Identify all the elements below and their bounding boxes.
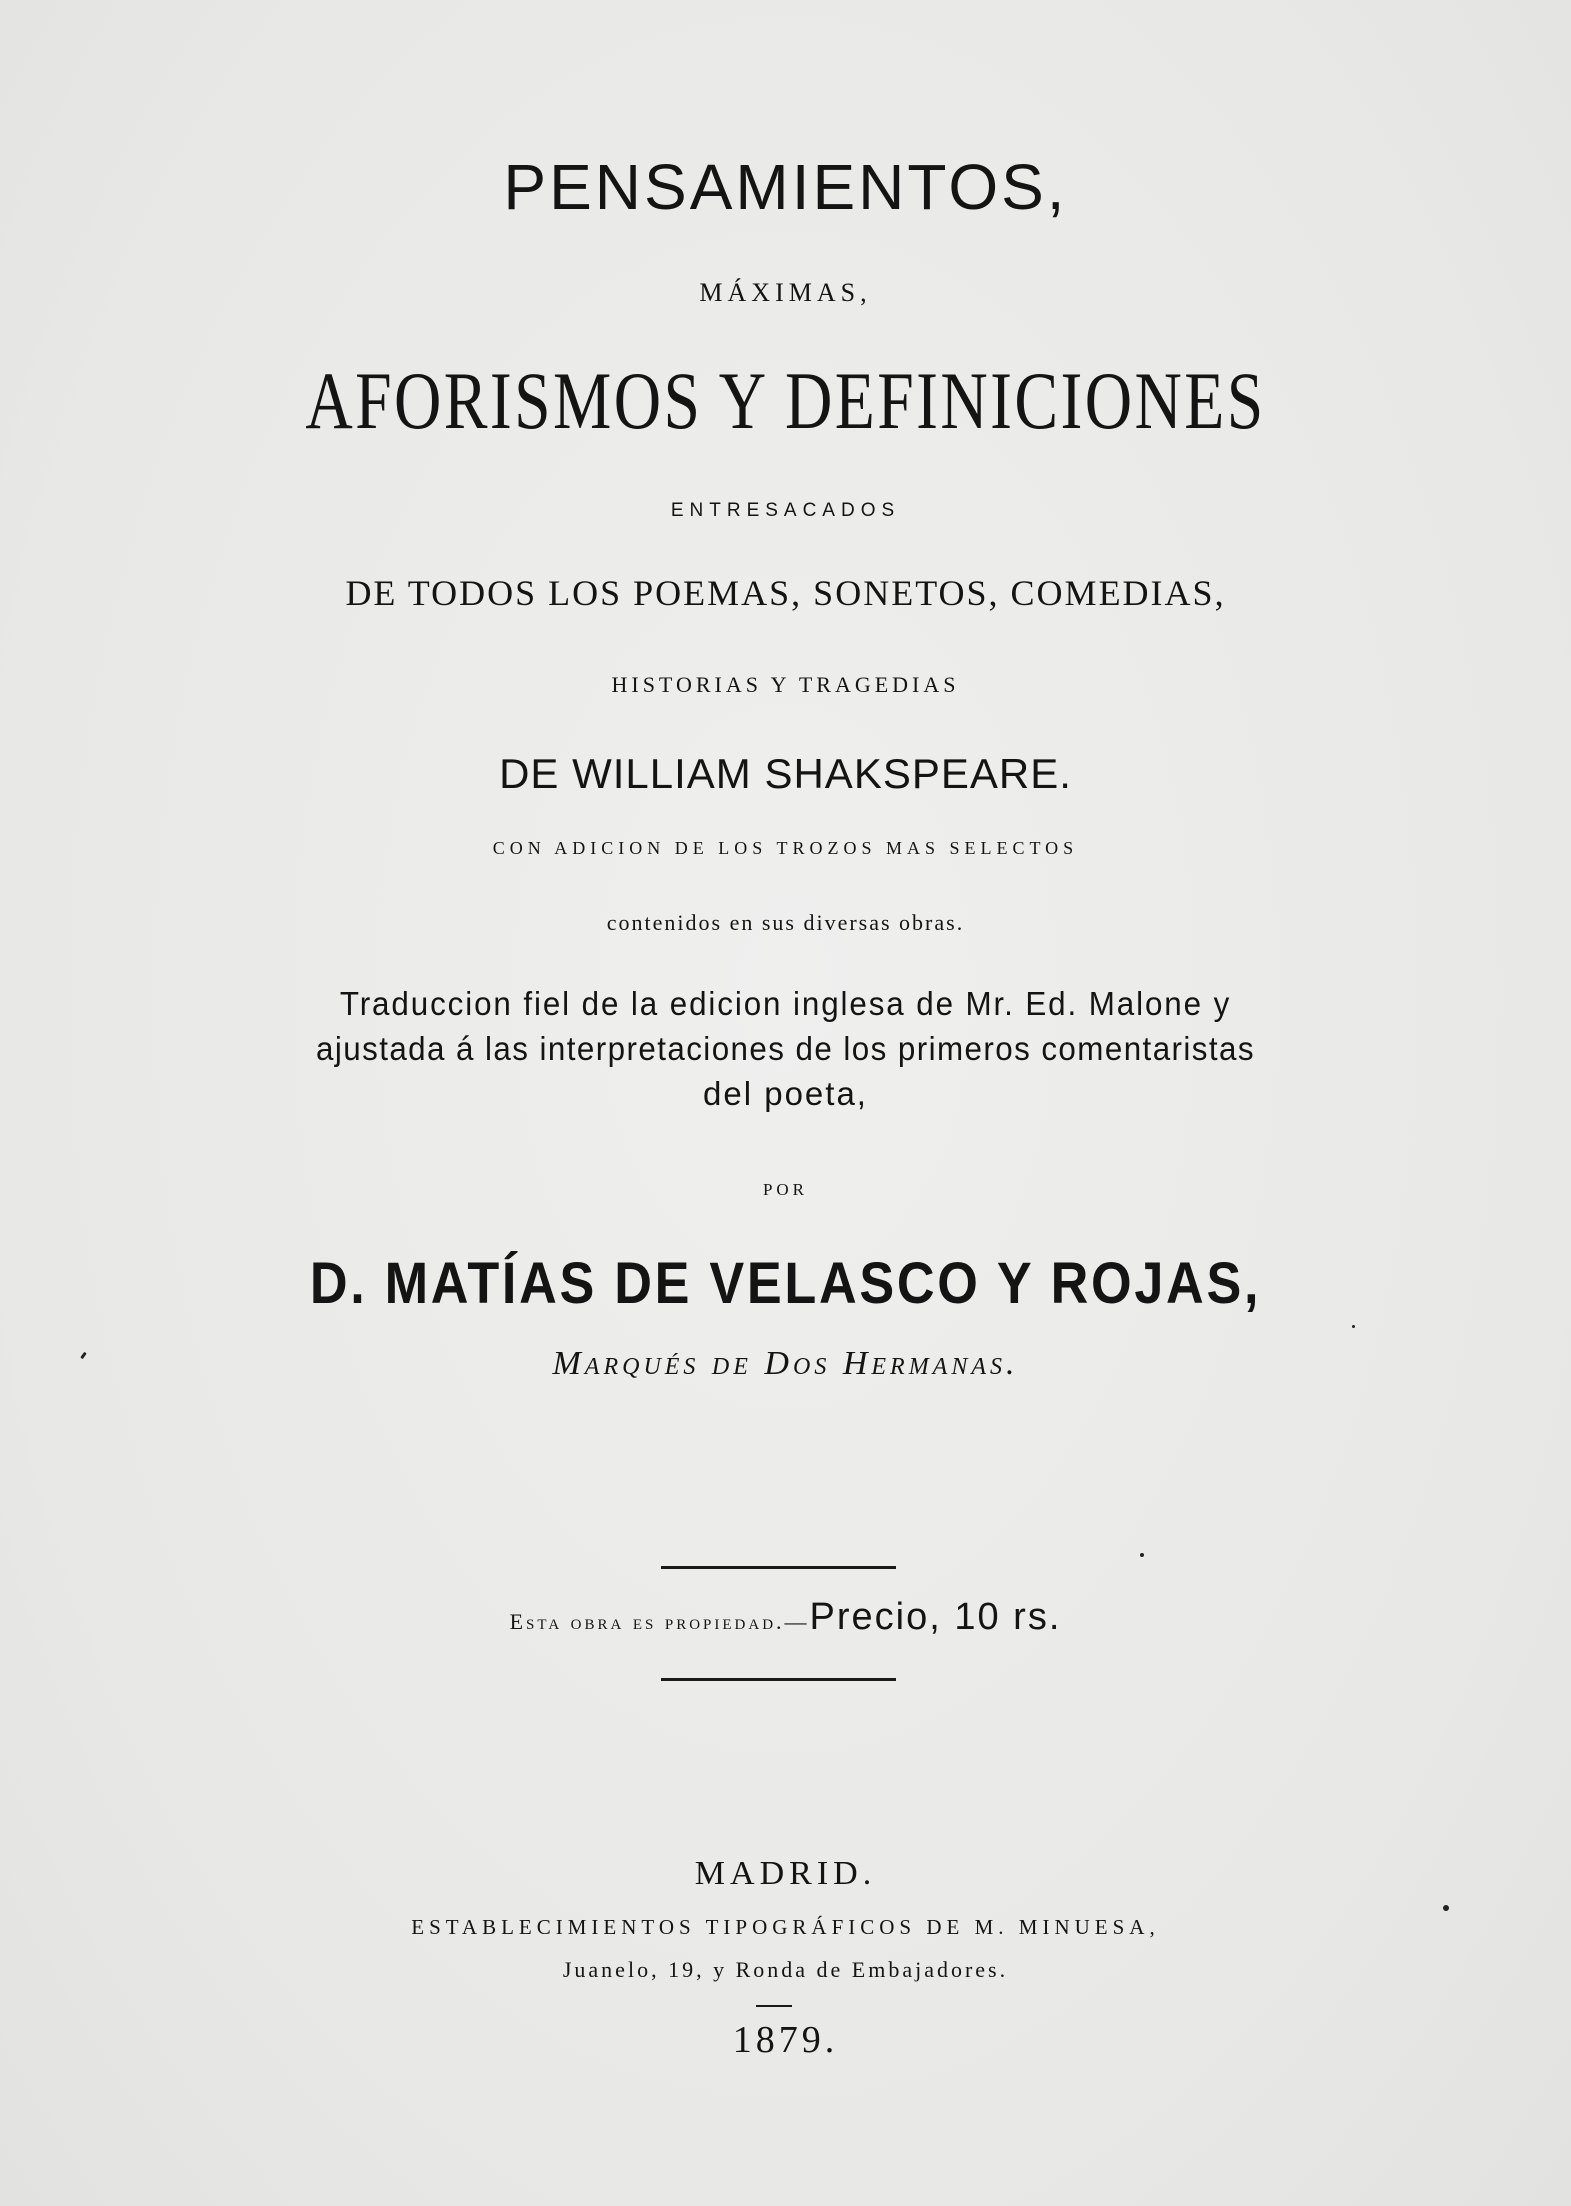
imprint-printer: ESTABLECIMIENTOS TIPOGRÁFICOS DE M. MINUESA, bbox=[411, 1915, 1160, 1939]
subtitle-aforismos: AFORISMOS Y DEFINICIONES bbox=[305, 355, 1266, 446]
book-title: PENSAMIENTOS, bbox=[503, 151, 1068, 223]
price-line bbox=[0, 1596, 1571, 1639]
divider-top bbox=[661, 1566, 896, 1569]
imprint-year: 1879. bbox=[732, 2019, 839, 2061]
subtitle-maximas: MÁXIMAS, bbox=[699, 278, 872, 307]
imprint-city: MADRID. bbox=[694, 1855, 877, 1892]
print-speck bbox=[1140, 1553, 1144, 1557]
print-speck bbox=[1352, 1325, 1355, 1328]
by-label: POR bbox=[762, 1180, 809, 1199]
translation-line-3: del poeta, bbox=[703, 1075, 868, 1112]
subtitle-shakspeare: DE WILLIAM SHAKSPEARE. bbox=[499, 750, 1072, 797]
subtitle-entresacados: ENTRESACADOS bbox=[670, 500, 901, 521]
translation-line-2: ajustada á las interpretaciones de los primeros comentaristas bbox=[315, 1030, 1256, 1067]
subtitle-historias: HISTORIAS Y TRAGEDIAS bbox=[611, 672, 960, 697]
subtitle-con-adicion: CON ADICION DE LOS TROZOS MAS SELECTOS bbox=[492, 838, 1079, 858]
subtitle-contenidos: contenidos en sus diversas obras. bbox=[606, 910, 965, 935]
print-speck bbox=[1443, 1905, 1449, 1911]
imprint-address: Juanelo, 19, y Ronda de Embajadores. bbox=[562, 1957, 1009, 1982]
author-title: Marqués de Dos Hermanas. bbox=[552, 1345, 1019, 1382]
divider-bottom bbox=[661, 1678, 896, 1681]
translation-line-1: Traduccion fiel de la edicion inglesa de Mr. Ed. Malone y bbox=[339, 985, 1232, 1022]
price-label: Precio, 10 rs. bbox=[809, 1596, 1062, 1638]
year-divider bbox=[756, 2005, 792, 2007]
author-name: D. MATÍAS DE VELASCO Y ROJAS, bbox=[309, 1251, 1262, 1316]
subtitle-de-todos: DE TODOS LOS POEMAS, SONETOS, COMEDIAS, bbox=[345, 573, 1226, 613]
property-notice: Esta obra es propiedad.— bbox=[509, 1609, 810, 1634]
